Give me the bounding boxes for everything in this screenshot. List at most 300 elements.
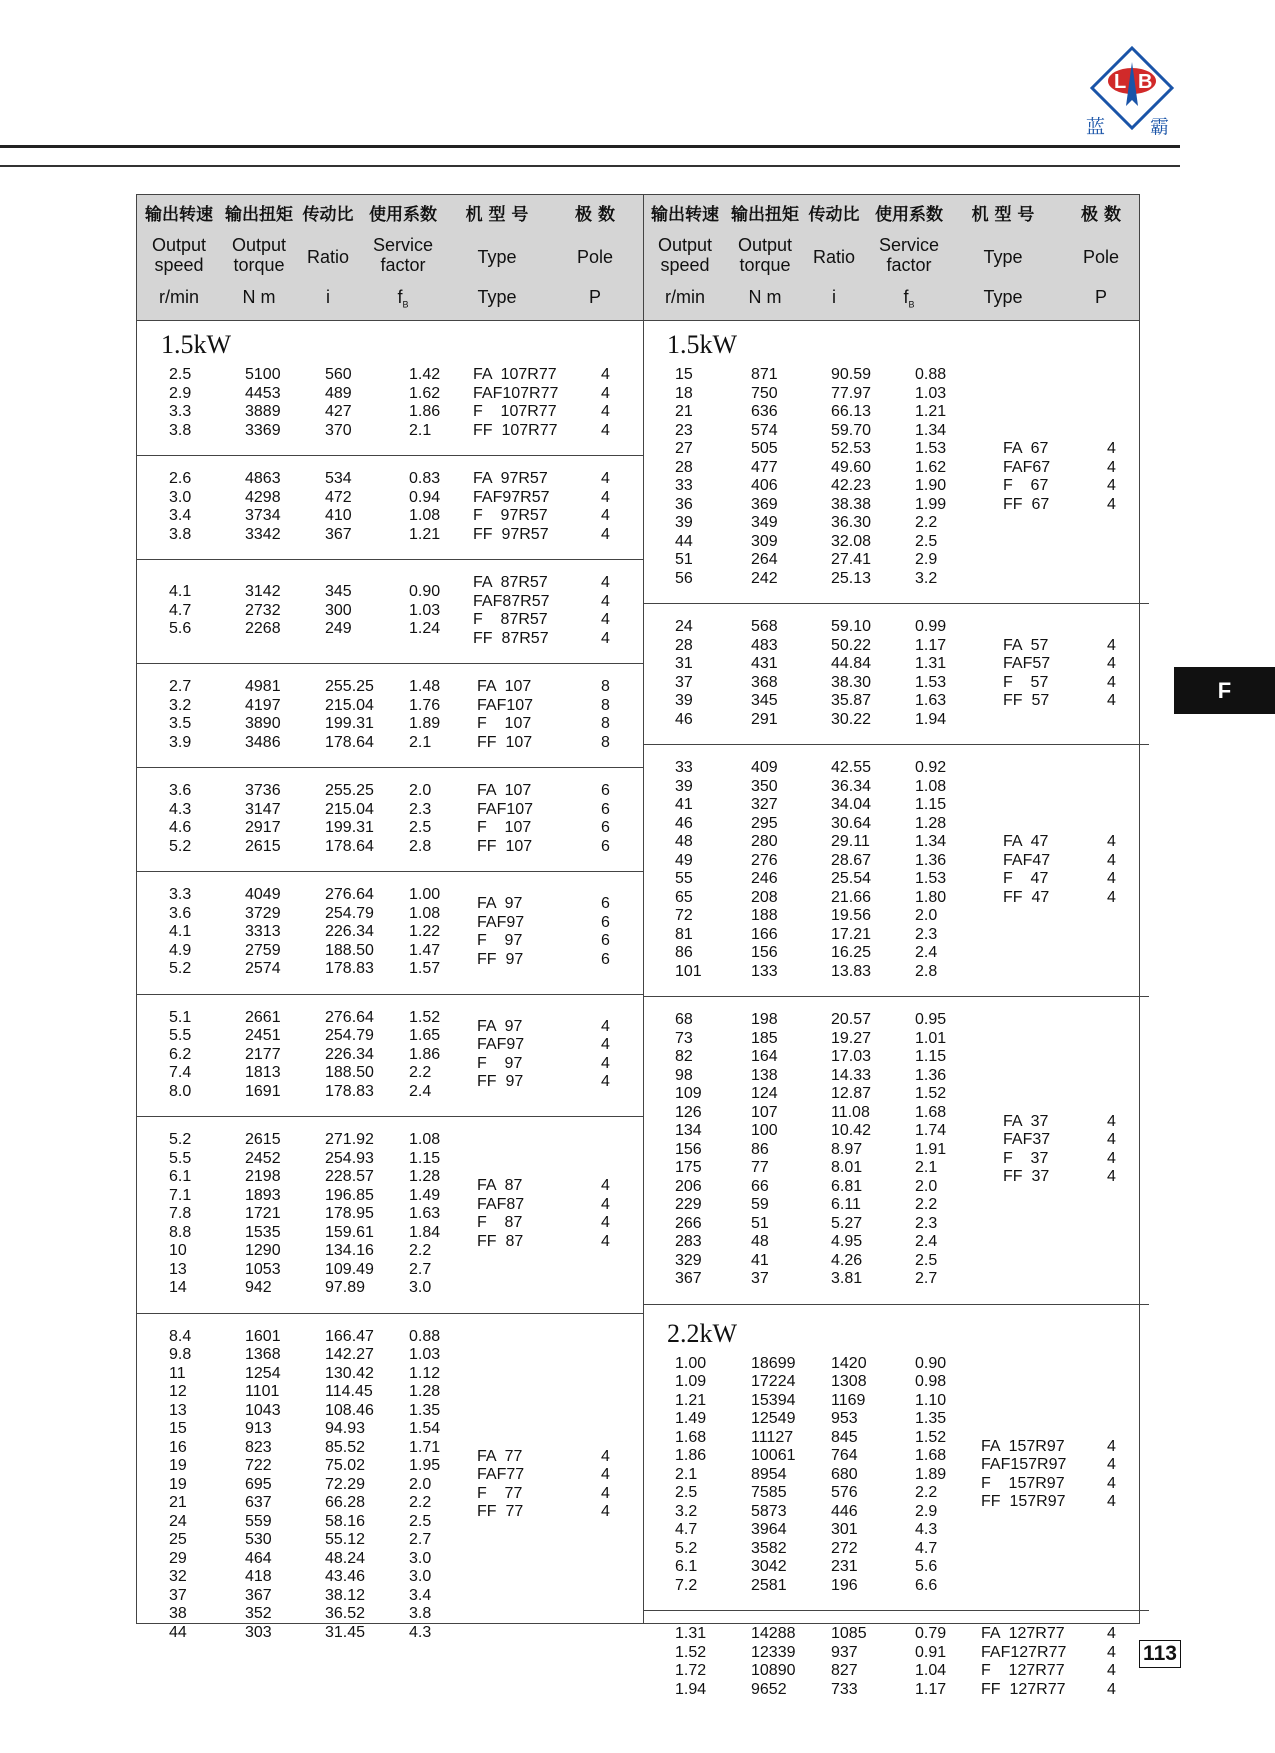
speed-cell: 101 bbox=[675, 962, 702, 980]
torque-cell: 368 bbox=[751, 673, 778, 691]
service-factor-cell: 1.28 bbox=[409, 1383, 441, 1400]
torque-cell: 559 bbox=[245, 1512, 272, 1530]
type-label: FF 37 bbox=[1003, 1168, 1050, 1186]
service-factor-cell: 1.52 bbox=[409, 1008, 441, 1026]
pole-value: 4 bbox=[1107, 1456, 1116, 1474]
type-label: F 37 bbox=[1003, 1149, 1049, 1167]
pole-value: 4 bbox=[1107, 888, 1116, 906]
torque-cell: 477 bbox=[751, 458, 778, 476]
ratio-cell: 142.27 bbox=[325, 1346, 374, 1363]
torque-cell: 133 bbox=[751, 962, 778, 980]
torque-cell: 14288 bbox=[751, 1625, 796, 1642]
ratio-cell: 30.64 bbox=[831, 814, 872, 832]
ratio-cell: 109.49 bbox=[325, 1260, 374, 1278]
torque-cell: 124 bbox=[751, 1085, 778, 1102]
ratio-cell: 733 bbox=[831, 1680, 858, 1698]
speed-cell: 5.6 bbox=[169, 620, 192, 638]
service-factor-cell: 1.15 bbox=[915, 1048, 947, 1065]
page-number: 113 bbox=[1139, 1640, 1181, 1668]
pole-value: 4 bbox=[601, 1073, 610, 1091]
pole-value: 8 bbox=[601, 715, 610, 732]
ratio-cell: 178.95 bbox=[325, 1205, 374, 1222]
torque-cell: 1368 bbox=[245, 1346, 281, 1363]
torque-cell: 574 bbox=[751, 421, 778, 439]
speed-cell: 5.5 bbox=[169, 1027, 192, 1044]
ratio-cell: 188.50 bbox=[325, 1064, 374, 1081]
power-rating: 1.5kW bbox=[161, 330, 232, 359]
speed-cell: 3.8 bbox=[169, 421, 192, 439]
speed-cell: 3.6 bbox=[169, 904, 192, 922]
torque-cell: 3736 bbox=[245, 782, 281, 799]
type-label: FA 57 bbox=[1003, 636, 1049, 654]
service-factor-cell: 1.28 bbox=[409, 1168, 441, 1185]
torque-cell: 3042 bbox=[751, 1558, 787, 1575]
torque-cell: 10890 bbox=[751, 1662, 796, 1679]
group-divider bbox=[137, 455, 643, 456]
speed-cell: 7.8 bbox=[169, 1205, 192, 1222]
speed-cell: 2.5 bbox=[675, 1484, 698, 1501]
service-factor-cell: 0.92 bbox=[915, 759, 947, 776]
header-cn-pole: 极 数 bbox=[1081, 205, 1121, 225]
ratio-cell: 49.60 bbox=[831, 458, 872, 476]
header-cn-service-factor: 使用系数 bbox=[875, 205, 943, 225]
header-cn-output-speed: 输出转速 bbox=[651, 205, 719, 225]
speed-cell: 2.9 bbox=[169, 384, 192, 402]
ratio-cell: 249 bbox=[325, 620, 352, 638]
speed-cell: 23 bbox=[675, 421, 693, 439]
service-factor-cell: 1.42 bbox=[409, 366, 441, 383]
ratio-cell: 35.87 bbox=[831, 692, 872, 709]
ratio-cell: 42.23 bbox=[831, 477, 872, 494]
service-factor-cell: 0.90 bbox=[409, 583, 441, 601]
ratio-cell: 38.12 bbox=[325, 1586, 366, 1604]
type-label: FA 157R97 bbox=[981, 1437, 1065, 1455]
ratio-cell: 1085 bbox=[831, 1625, 867, 1642]
torque-cell: 276 bbox=[751, 851, 778, 869]
torque-cell: 59 bbox=[751, 1196, 769, 1213]
pole-value: 6 bbox=[601, 837, 610, 855]
service-factor-cell: 2.2 bbox=[409, 1494, 432, 1511]
torque-cell: 913 bbox=[245, 1420, 272, 1437]
ratio-cell: 19.56 bbox=[831, 907, 872, 924]
torque-cell: 2732 bbox=[245, 601, 281, 619]
ratio-cell: 17.03 bbox=[831, 1048, 872, 1065]
ratio-cell: 90.59 bbox=[831, 366, 872, 383]
ratio-cell: 59.70 bbox=[831, 421, 872, 439]
ratio-cell: 276.64 bbox=[325, 886, 374, 903]
service-factor-cell: 1.63 bbox=[409, 1205, 441, 1222]
ratio-cell: 255.25 bbox=[325, 678, 374, 695]
pole-value: 6 bbox=[601, 819, 610, 836]
type-label: F 87R57 bbox=[473, 611, 548, 628]
pole-value: 4 bbox=[1107, 1625, 1116, 1642]
pole-value: 8 bbox=[601, 678, 610, 695]
torque-cell: 942 bbox=[245, 1279, 272, 1296]
service-factor-cell: 2.2 bbox=[409, 1064, 432, 1081]
ratio-cell: 560 bbox=[325, 366, 352, 383]
torque-cell: 242 bbox=[751, 569, 778, 587]
speed-cell: 28 bbox=[675, 636, 693, 654]
torque-cell: 2581 bbox=[751, 1576, 787, 1594]
table-header bbox=[137, 195, 1139, 321]
pole-value: 4 bbox=[1107, 477, 1116, 494]
service-factor-cell: 1.36 bbox=[915, 1066, 947, 1084]
service-factor-cell: 2.0 bbox=[915, 1177, 938, 1195]
speed-cell: 21 bbox=[169, 1494, 187, 1511]
torque-cell: 4298 bbox=[245, 488, 281, 506]
service-factor-cell: 1.10 bbox=[915, 1391, 947, 1409]
group-divider bbox=[643, 1610, 1149, 1611]
speed-cell: 44 bbox=[169, 1623, 187, 1641]
type-label: FAF87 bbox=[477, 1195, 525, 1213]
type-label: FA 127R77 bbox=[981, 1625, 1065, 1642]
pole-value: 4 bbox=[601, 1466, 610, 1484]
speed-cell: 68 bbox=[675, 1011, 693, 1028]
torque-cell: 1043 bbox=[245, 1401, 281, 1419]
header-en-type: Type bbox=[477, 247, 517, 267]
ratio-cell: 228.57 bbox=[325, 1168, 374, 1185]
speed-cell: 3.6 bbox=[169, 782, 192, 799]
type-label: FAF157R97 bbox=[981, 1456, 1067, 1474]
type-label: F 47 bbox=[1003, 870, 1049, 887]
speed-cell: 8.0 bbox=[169, 1082, 192, 1100]
header-en2-output-torque: torque bbox=[233, 255, 285, 275]
torque-cell: 3486 bbox=[245, 733, 281, 751]
speed-cell: 6.2 bbox=[169, 1045, 192, 1063]
ratio-cell: 36.52 bbox=[325, 1605, 366, 1622]
ratio-cell: 196 bbox=[831, 1576, 858, 1594]
ratio-cell: 178.64 bbox=[325, 733, 374, 751]
header-unit-subscript: B bbox=[908, 299, 915, 310]
service-factor-cell: 2.3 bbox=[409, 800, 432, 818]
type-label: FF 47 bbox=[1003, 888, 1050, 906]
ratio-cell: 28.67 bbox=[831, 851, 872, 869]
header-en2-output-speed: speed bbox=[660, 255, 710, 275]
pole-value: 4 bbox=[1107, 1680, 1116, 1698]
service-factor-cell: 1.52 bbox=[915, 1085, 947, 1102]
ratio-cell: 55.12 bbox=[325, 1531, 366, 1548]
service-factor-cell: 1.86 bbox=[409, 1045, 441, 1063]
torque-cell: 100 bbox=[751, 1122, 778, 1139]
group-divider bbox=[137, 1116, 643, 1117]
service-factor-cell: 1.53 bbox=[915, 440, 947, 457]
ratio-cell: 12.87 bbox=[831, 1085, 872, 1102]
service-factor-cell: 1.91 bbox=[915, 1140, 947, 1158]
type-label: FF 107 bbox=[477, 837, 533, 855]
service-factor-cell: 0.95 bbox=[915, 1011, 947, 1028]
service-factor-cell: 1.86 bbox=[409, 403, 441, 420]
torque-cell: 350 bbox=[751, 777, 778, 795]
service-factor-cell: 1.17 bbox=[915, 1680, 947, 1698]
service-factor-cell: 1.49 bbox=[409, 1186, 441, 1204]
speed-cell: 1.86 bbox=[675, 1447, 707, 1464]
speed-cell: 25 bbox=[169, 1531, 187, 1548]
header-unit-pole: P bbox=[588, 287, 601, 307]
speed-cell: 3.3 bbox=[169, 886, 192, 903]
ratio-cell: 576 bbox=[831, 1484, 858, 1501]
torque-cell: 48 bbox=[751, 1233, 769, 1250]
torque-cell: 3889 bbox=[245, 403, 281, 420]
pole-value: 6 bbox=[601, 895, 610, 913]
service-factor-cell: 1.08 bbox=[409, 507, 441, 524]
pole-value: 4 bbox=[1107, 1474, 1116, 1492]
torque-cell: 156 bbox=[751, 944, 778, 961]
speed-cell: 16 bbox=[169, 1438, 187, 1456]
header-unit-service-factor: $f_B$ bbox=[903, 287, 915, 310]
ratio-cell: 272 bbox=[831, 1539, 858, 1557]
torque-cell: 464 bbox=[245, 1549, 272, 1567]
service-factor-cell: 1.68 bbox=[915, 1103, 947, 1121]
torque-cell: 530 bbox=[245, 1531, 272, 1548]
header-unit-pole: P bbox=[1094, 287, 1107, 307]
speed-cell: 134 bbox=[675, 1122, 702, 1139]
type-label: FA 87 bbox=[477, 1177, 523, 1195]
service-factor-cell: 2.3 bbox=[915, 925, 938, 943]
ratio-cell: 199.31 bbox=[325, 715, 374, 732]
service-factor-cell: 1.03 bbox=[409, 601, 441, 619]
service-factor-cell: 2.2 bbox=[409, 1242, 432, 1259]
pole-value: 4 bbox=[601, 1503, 610, 1521]
speed-cell: 33 bbox=[675, 477, 693, 494]
logo-label-right: 霸 bbox=[1150, 116, 1170, 138]
ratio-cell: 231 bbox=[831, 1558, 858, 1575]
torque-cell: 188 bbox=[751, 907, 778, 924]
ratio-cell: 178.83 bbox=[325, 960, 374, 977]
torque-cell: 2615 bbox=[245, 837, 281, 855]
speed-cell: 109 bbox=[675, 1085, 702, 1102]
ratio-cell: 254.79 bbox=[325, 904, 374, 922]
torque-cell: 3147 bbox=[245, 800, 281, 818]
service-factor-cell: 1.90 bbox=[915, 477, 947, 494]
type-label: FF 57 bbox=[1003, 692, 1050, 709]
ratio-cell: 38.30 bbox=[831, 673, 872, 691]
pole-value: 4 bbox=[601, 525, 610, 543]
ratio-cell: 300 bbox=[325, 601, 352, 619]
service-factor-cell: 3.2 bbox=[915, 569, 938, 587]
service-factor-cell: 1.48 bbox=[409, 678, 441, 695]
speed-cell: 48 bbox=[675, 833, 693, 850]
service-factor-cell: 2.4 bbox=[915, 944, 938, 961]
pole-value: 4 bbox=[601, 1177, 610, 1195]
ratio-cell: 845 bbox=[831, 1428, 858, 1446]
pole-value: 4 bbox=[1107, 1662, 1116, 1679]
group-divider bbox=[137, 871, 643, 872]
service-factor-cell: 1.03 bbox=[409, 1346, 441, 1363]
type-label: FAF37 bbox=[1003, 1131, 1051, 1149]
type-label: FF 67 bbox=[1003, 495, 1050, 513]
power-rating: 1.5kW bbox=[667, 330, 738, 359]
pole-value: 6 bbox=[601, 950, 610, 968]
speed-cell: 21 bbox=[675, 403, 693, 420]
service-factor-cell: 2.9 bbox=[915, 551, 938, 568]
service-factor-cell: 1.71 bbox=[409, 1438, 441, 1456]
ratio-cell: 25.54 bbox=[831, 870, 872, 887]
pole-value: 4 bbox=[1107, 851, 1116, 869]
header-unit-output-speed: r/min bbox=[665, 287, 705, 307]
service-factor-cell: 1.84 bbox=[409, 1223, 441, 1241]
torque-cell: 1691 bbox=[245, 1082, 281, 1100]
type-label: FF 97 bbox=[477, 1073, 524, 1091]
type-label: FAF77 bbox=[477, 1466, 525, 1484]
speed-cell: 1.49 bbox=[675, 1410, 707, 1427]
torque-cell: 2451 bbox=[245, 1027, 281, 1044]
ratio-cell: 31.45 bbox=[325, 1623, 366, 1641]
service-factor-cell: 3.0 bbox=[409, 1549, 432, 1567]
pole-value: 4 bbox=[601, 366, 610, 383]
header-en-ratio: Ratio bbox=[306, 247, 350, 267]
speed-cell: 13 bbox=[169, 1401, 187, 1419]
ratio-cell: 196.85 bbox=[325, 1186, 374, 1204]
speed-cell: 3.3 bbox=[169, 403, 192, 420]
torque-cell: 15394 bbox=[751, 1391, 796, 1409]
ratio-cell: 19.27 bbox=[831, 1029, 872, 1047]
column-divider bbox=[643, 195, 644, 1623]
service-factor-cell: 1.35 bbox=[915, 1410, 947, 1427]
pole-value: 4 bbox=[601, 470, 610, 487]
service-factor-cell: 2.9 bbox=[915, 1502, 938, 1520]
service-factor-cell: 1.52 bbox=[915, 1428, 947, 1446]
type-label: FF 87 bbox=[477, 1232, 524, 1250]
speed-cell: 46 bbox=[675, 814, 693, 832]
pole-value: 4 bbox=[1107, 692, 1116, 709]
speed-cell: 24 bbox=[169, 1512, 187, 1530]
header-unit-type: Type bbox=[983, 287, 1023, 307]
header-unit-ratio: i bbox=[326, 287, 330, 307]
torque-cell: 51 bbox=[751, 1214, 769, 1232]
service-factor-cell: 1.34 bbox=[915, 833, 947, 850]
speed-cell: 329 bbox=[675, 1251, 702, 1269]
speed-cell: 39 bbox=[675, 514, 693, 531]
torque-cell: 1290 bbox=[245, 1242, 281, 1259]
torque-cell: 1721 bbox=[245, 1205, 281, 1222]
type-label: FF 107R77 bbox=[473, 421, 558, 439]
speed-cell: 6.1 bbox=[169, 1168, 192, 1185]
service-factor-cell: 1.35 bbox=[409, 1401, 441, 1419]
ratio-cell: 14.33 bbox=[831, 1066, 872, 1084]
pole-value: 4 bbox=[1107, 1131, 1116, 1149]
torque-cell: 2177 bbox=[245, 1045, 281, 1063]
service-factor-cell: 1.31 bbox=[915, 655, 947, 672]
torque-cell: 164 bbox=[751, 1048, 778, 1065]
speed-cell: 19 bbox=[169, 1475, 187, 1493]
speed-cell: 36 bbox=[675, 495, 693, 513]
speed-cell: 73 bbox=[675, 1029, 693, 1047]
torque-cell: 37 bbox=[751, 1270, 769, 1287]
pole-value: 8 bbox=[601, 696, 610, 714]
service-factor-cell: 1.53 bbox=[915, 673, 947, 691]
speed-cell: 3.2 bbox=[675, 1502, 698, 1520]
speed-cell: 5.1 bbox=[169, 1008, 192, 1026]
service-factor-cell: 1.01 bbox=[915, 1029, 947, 1047]
type-label: FA 107R77 bbox=[473, 366, 557, 383]
speed-cell: 2.5 bbox=[169, 366, 192, 383]
service-factor-cell: 1.15 bbox=[409, 1149, 441, 1167]
ratio-cell: 43.46 bbox=[325, 1568, 366, 1585]
type-label: FA 107 bbox=[477, 782, 532, 799]
service-factor-cell: 2.0 bbox=[915, 907, 938, 924]
torque-cell: 166 bbox=[751, 925, 778, 943]
ratio-cell: 13.83 bbox=[831, 962, 872, 980]
type-label: FA 67 bbox=[1003, 440, 1049, 457]
ratio-cell: 85.52 bbox=[325, 1438, 366, 1456]
torque-cell: 41 bbox=[751, 1251, 769, 1269]
service-factor-cell: 2.1 bbox=[409, 421, 432, 439]
service-factor-cell: 1.12 bbox=[409, 1364, 441, 1382]
header-en2-output-speed: speed bbox=[154, 255, 204, 275]
service-factor-cell: 1.08 bbox=[409, 904, 441, 922]
ratio-cell: 953 bbox=[831, 1410, 858, 1427]
type-label: FAF107R77 bbox=[473, 384, 559, 402]
torque-cell: 2574 bbox=[245, 960, 281, 977]
logo-label-left: 蓝 bbox=[1086, 116, 1106, 138]
torque-cell: 309 bbox=[751, 532, 778, 550]
type-label: FA 97R57 bbox=[473, 470, 548, 487]
speed-cell: 4.6 bbox=[169, 819, 192, 836]
pole-value: 4 bbox=[1107, 673, 1116, 691]
type-label: FAF57 bbox=[1003, 655, 1051, 672]
torque-cell: 409 bbox=[751, 759, 778, 776]
speed-cell: 55 bbox=[675, 870, 693, 887]
speed-cell: 81 bbox=[675, 925, 693, 943]
header-en2-output-torque: torque bbox=[739, 255, 791, 275]
speed-cell: 39 bbox=[675, 692, 693, 709]
pole-value: 4 bbox=[601, 421, 610, 439]
speed-cell: 3.8 bbox=[169, 525, 192, 543]
header-cn-service-factor: 使用系数 bbox=[369, 205, 437, 225]
ratio-cell: 6.11 bbox=[831, 1196, 861, 1213]
ratio-cell: 271.92 bbox=[325, 1131, 374, 1148]
speed-cell: 15 bbox=[169, 1420, 187, 1437]
section-tab[interactable]: F bbox=[1174, 667, 1275, 714]
service-factor-cell: 1.22 bbox=[409, 923, 441, 940]
ratio-cell: 367 bbox=[325, 525, 352, 543]
torque-cell: 1893 bbox=[245, 1186, 281, 1204]
service-factor-cell: 2.3 bbox=[915, 1214, 938, 1232]
service-factor-cell: 1.80 bbox=[915, 888, 947, 906]
ratio-cell: 370 bbox=[325, 421, 352, 439]
logo-letter-l: L bbox=[1114, 71, 1127, 93]
torque-cell: 568 bbox=[751, 618, 778, 635]
speed-cell: 29 bbox=[169, 1549, 187, 1567]
type-label: FAF127R77 bbox=[981, 1643, 1067, 1661]
service-factor-cell: 1.21 bbox=[409, 525, 441, 543]
type-label: FAF97 bbox=[477, 913, 525, 931]
speed-cell: 4.3 bbox=[169, 800, 192, 818]
ratio-cell: 38.38 bbox=[831, 495, 872, 513]
header-en-pole: Pole bbox=[576, 247, 614, 267]
group-divider bbox=[643, 744, 1149, 745]
service-factor-cell: 1.53 bbox=[915, 870, 947, 887]
service-factor-cell: 2.4 bbox=[409, 1082, 432, 1100]
header-unit-ratio: i bbox=[832, 287, 836, 307]
torque-cell: 3342 bbox=[245, 525, 281, 543]
service-factor-cell: 1.04 bbox=[915, 1662, 947, 1679]
ratio-cell: 4.26 bbox=[831, 1251, 863, 1269]
speed-cell: 56 bbox=[675, 569, 693, 587]
speed-cell: 175 bbox=[675, 1159, 702, 1176]
ratio-cell: 178.64 bbox=[325, 837, 374, 855]
ratio-cell: 254.93 bbox=[325, 1149, 374, 1167]
speed-cell: 1.21 bbox=[675, 1391, 707, 1409]
speed-cell: 2.6 bbox=[169, 470, 192, 487]
speed-cell: 24 bbox=[675, 618, 693, 635]
service-factor-cell: 2.7 bbox=[409, 1260, 432, 1278]
group-divider bbox=[137, 663, 643, 664]
pole-value: 4 bbox=[601, 611, 610, 628]
torque-cell: 483 bbox=[751, 636, 778, 654]
pole-value: 4 bbox=[601, 592, 610, 610]
pole-value: 8 bbox=[601, 733, 610, 751]
